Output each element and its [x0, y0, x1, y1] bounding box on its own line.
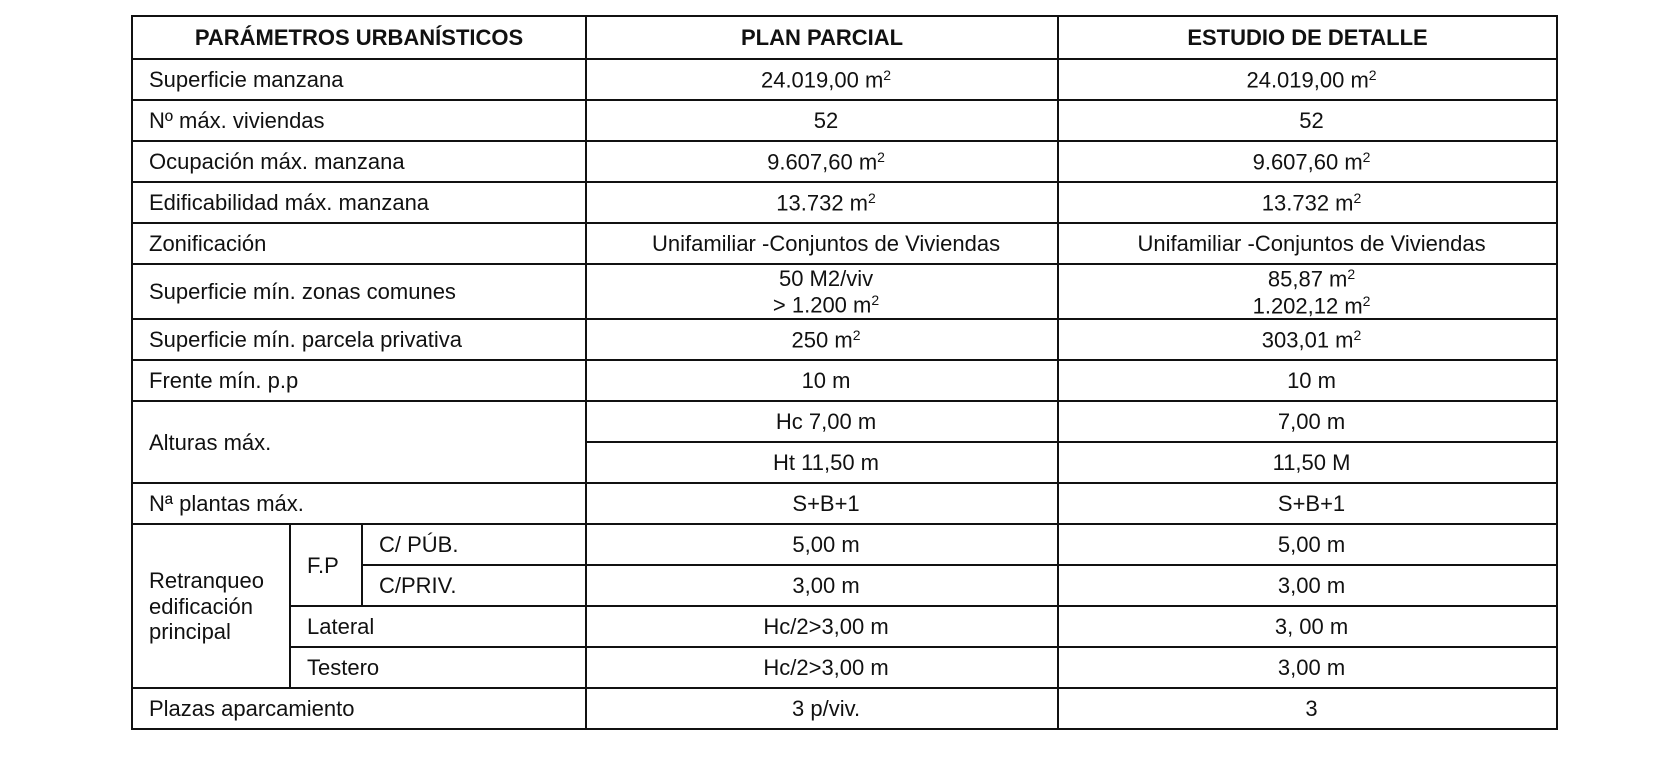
- row-label: Ocupación máx. manzana: [132, 141, 586, 182]
- row-label: Zonificación: [132, 223, 586, 264]
- estudio-detalle-value: 85,87 $m^2$ 1.202,12 $m^2$: [1058, 264, 1557, 319]
- plan-parcial-value: Hc/2>3,00 m: [586, 606, 1058, 647]
- plan-parcial-value: 10 m: [586, 360, 1058, 401]
- table-row: [132, 59, 1557, 100]
- plan-parcial-value: 3,00 m: [586, 565, 1058, 606]
- row-label: Superficie mín. parcela privativa: [132, 319, 586, 360]
- fp-label: F.P: [290, 524, 362, 606]
- row-sublabel: C/ PÚB.: [362, 524, 586, 565]
- plan-parcial-value: Ht 11,50 m: [586, 442, 1058, 483]
- table-row: [132, 360, 1557, 401]
- retranqueo-label: Retranqueo edificación principal: [132, 524, 290, 688]
- estudio-detalle-value: Unifamiliar -Conjuntos de Viviendas: [1058, 223, 1557, 264]
- row-label: Superficie manzana: [132, 59, 586, 100]
- plan-parcial-value: 24.019,00 $m^2$: [586, 59, 1058, 100]
- estudio-detalle-value: S+B+1: [1058, 483, 1557, 524]
- estudio-detalle-value: 52: [1058, 100, 1557, 141]
- row-label: Plazas aparcamiento: [132, 688, 586, 729]
- plan-parcial-value: Hc 7,00 m: [586, 401, 1058, 442]
- plan-parcial-value: S+B+1: [586, 483, 1058, 524]
- estudio-detalle-value: 3: [1058, 688, 1557, 729]
- estudio-detalle-value: 3, 00 m: [1058, 606, 1557, 647]
- row-label: Frente mín. p.p: [132, 360, 586, 401]
- table-row: [132, 223, 1557, 264]
- estudio-detalle-value: 7,00 m: [1058, 401, 1557, 442]
- estudio-detalle-value: 3,00 m: [1058, 565, 1557, 606]
- estudio-detalle-value: 11,50 M: [1058, 442, 1557, 483]
- plan-parcial-value: 250 $m^2$: [586, 319, 1058, 360]
- plan-parcial-value: 52: [586, 100, 1058, 141]
- row-sublabel: Testero: [290, 647, 586, 688]
- row-label: Edificabilidad máx. manzana: [132, 182, 586, 223]
- row-sublabel: Lateral: [290, 606, 586, 647]
- plan-parcial-value: 9.607,60 $m^2$: [586, 141, 1058, 182]
- table-row: [132, 100, 1557, 141]
- estudio-detalle-value: 9.607,60 $m^2$: [1058, 141, 1557, 182]
- estudio-detalle-value: 13.732 $m^2$: [1058, 182, 1557, 223]
- table-row: [132, 264, 1557, 319]
- header-estudio-detalle: ESTUDIO DE DETALLE: [1058, 16, 1557, 59]
- row-label: Nª plantas máx.: [132, 483, 586, 524]
- estudio-detalle-value: 5,00 m: [1058, 524, 1557, 565]
- table-row: [132, 483, 1557, 524]
- row-label: Alturas máx.: [132, 401, 586, 483]
- plan-parcial-value: Hc/2>3,00 m: [586, 647, 1058, 688]
- table-row: [132, 182, 1557, 223]
- table-row: [132, 524, 1557, 565]
- estudio-detalle-value: 10 m: [1058, 360, 1557, 401]
- row-label: Nº máx. viviendas: [132, 100, 586, 141]
- plan-parcial-value: 50 M2/viv > 1.200 $m^2$: [586, 264, 1058, 319]
- row-label: Superficie mín. zonas comunes: [132, 264, 586, 319]
- header-row: [132, 16, 1557, 59]
- table-row: [132, 647, 1557, 688]
- urban-parameters-table: [131, 15, 1558, 730]
- estudio-detalle-value: 3,00 m: [1058, 647, 1557, 688]
- table-row: [132, 688, 1557, 729]
- plan-parcial-value: 5,00 m: [586, 524, 1058, 565]
- plan-parcial-value: Unifamiliar -Conjuntos de Viviendas: [586, 223, 1058, 264]
- table-row: [132, 401, 1557, 442]
- table-row: [132, 606, 1557, 647]
- estudio-detalle-value: 24.019,00 $m^2$: [1058, 59, 1557, 100]
- header-parameters: PARÁMETROS URBANÍSTICOS: [132, 16, 586, 59]
- table-row: [132, 319, 1557, 360]
- estudio-detalle-value: 303,01 $m^2$: [1058, 319, 1557, 360]
- plan-parcial-value: 3 p/viv.: [586, 688, 1058, 729]
- table-row: [132, 141, 1557, 182]
- plan-parcial-value: 13.732 $m^2$: [586, 182, 1058, 223]
- header-plan-parcial: PLAN PARCIAL: [586, 16, 1058, 59]
- row-sublabel: C/PRIV.: [362, 565, 586, 606]
